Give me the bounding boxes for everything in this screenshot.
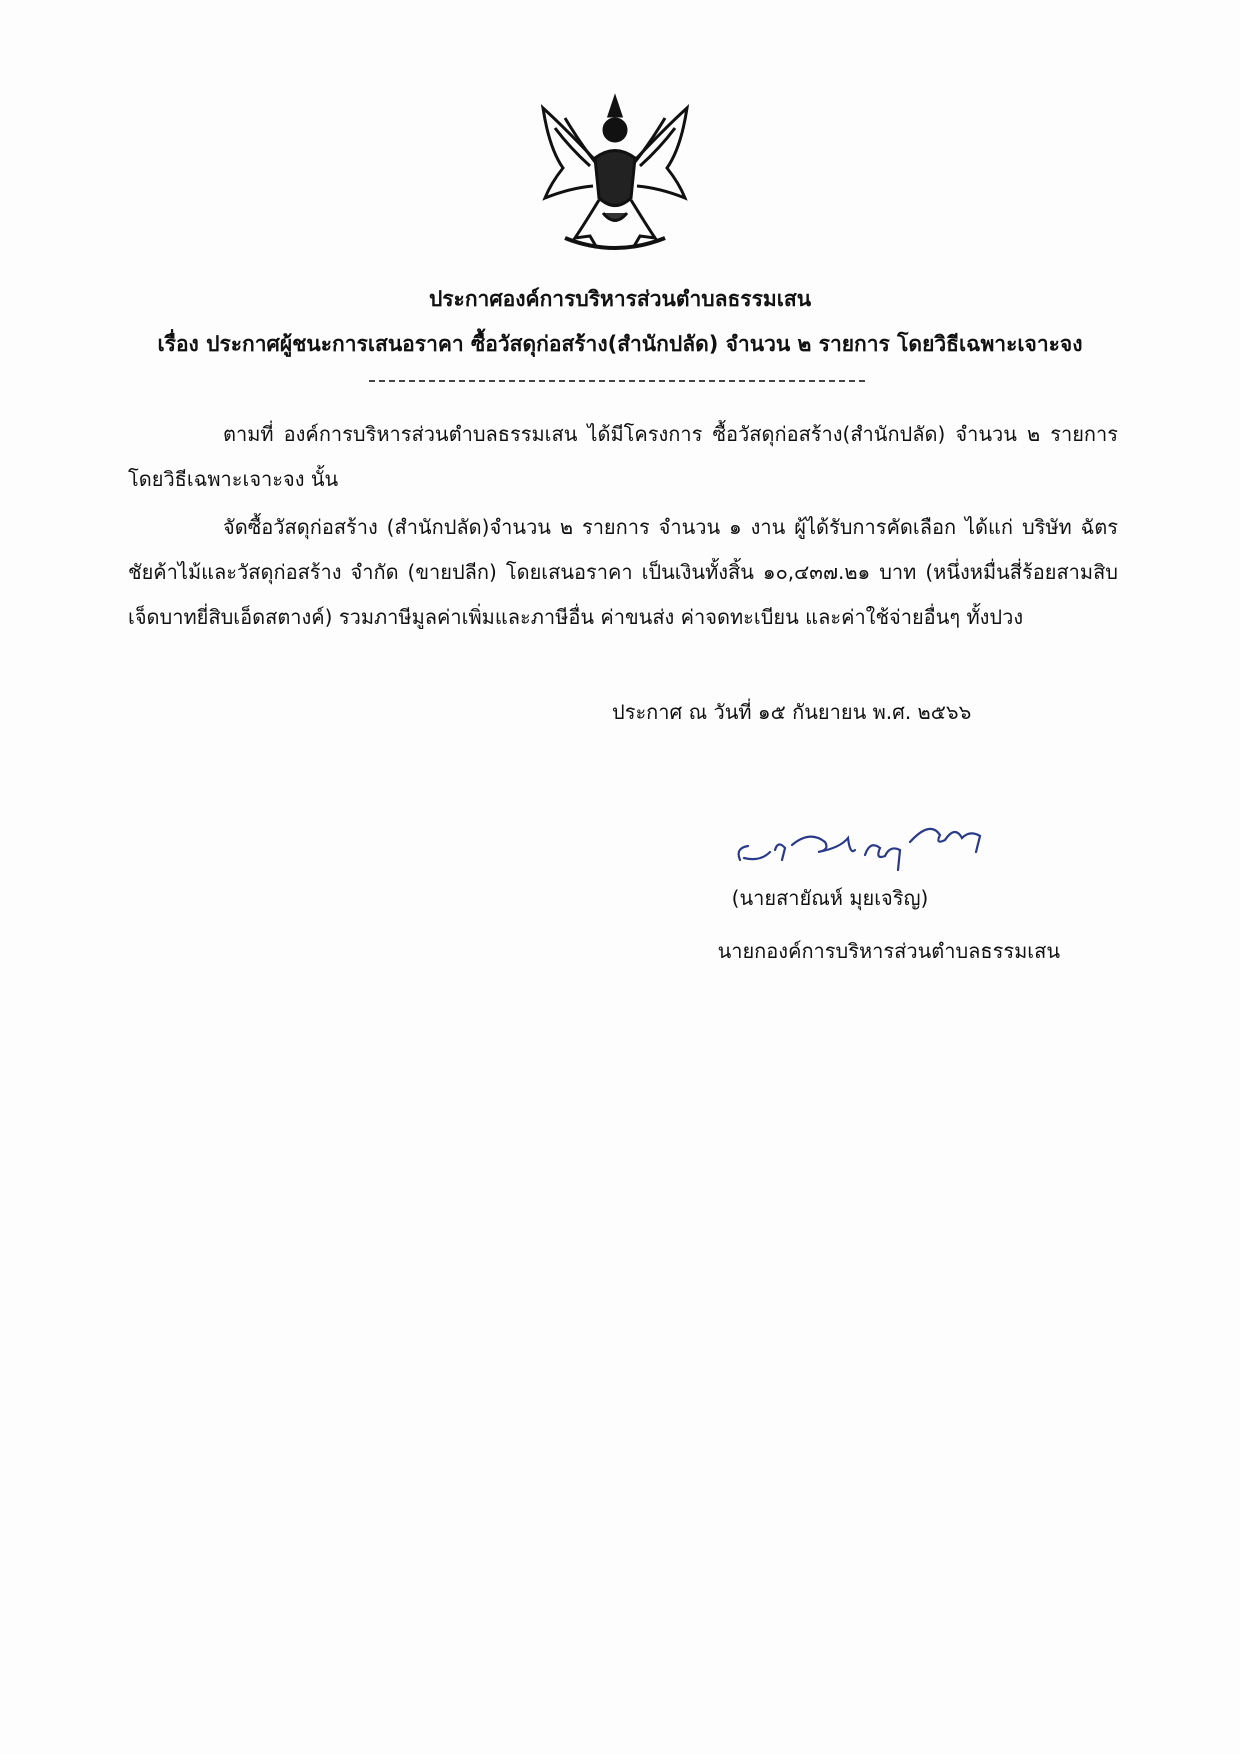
dashed-divider [369, 380, 865, 382]
paragraph-winner-line-1: จัดซื้อวัสดุก่อสร้าง (สำนักปลัด)จำนวน ๒ รายการ จำนวน ๑ งาน ผู้ได้รับการคัดเลือก ได้แก่ บริษัท ฉัตร [223, 515, 1118, 539]
paragraph-winner [128, 505, 1118, 640]
paragraph-project-line-2: โดยวิธีเฉพาะเจาะจง นั้น [128, 467, 339, 491]
paragraph-winner-line-2: ชัยค้าไม้และวัสดุก่อสร้าง จำกัด (ขายปลีก) โดยเสนอราคา เป็นเงินทั้งสิ้น ๑๐,๔๓๗.๒๑ บาท (หนึ่งหมื่นสี่ร้อยสามสิบ [128, 560, 1118, 584]
paragraph-project-line-1: ตามที่ องค์การบริหารส่วนตำบลธรรมเสน ได้มีโครงการ ซื้อวัสดุก่อสร้าง(สำนักปลัด) จำนวน ๒ รายการ [223, 422, 1118, 446]
paragraph-project [128, 412, 1118, 502]
announcement-heading: ประกาศองค์การบริหารส่วนตำบลธรรมเสน [428, 287, 812, 311]
announcement-date: ประกาศ ณ วันที่ ๑๕ กันยายน พ.ศ. ๒๕๖๖ [612, 700, 972, 724]
paragraph-winner-line-3: เจ็ดบาทยี่สิบเอ็ดสตางค์) รวมภาษีมูลค่าเพิ่มและภาษีอื่น ค่าขนส่ง ค่าจดทะเบียน และค่าใช้จ่ายอื่นๆ ทั้งปวง [128, 605, 1024, 629]
signatory-name: (นายสายัณห์ มุยเจริญ) [731, 886, 929, 910]
announcement-subject: เรื่อง ประกาศผู้ชนะการเสนอราคา ซื้อวัสดุก่อสร้าง(สำนักปลัด) จำนวน ๒ รายการ โดยวิธีเฉพาะเจาะจง [157, 332, 1083, 356]
garuda-emblem-icon [535, 88, 695, 258]
handwritten-signature-icon [730, 800, 1000, 880]
signatory-title: นายกองค์การบริหารส่วนตำบลธรรมเสน [717, 939, 1060, 963]
